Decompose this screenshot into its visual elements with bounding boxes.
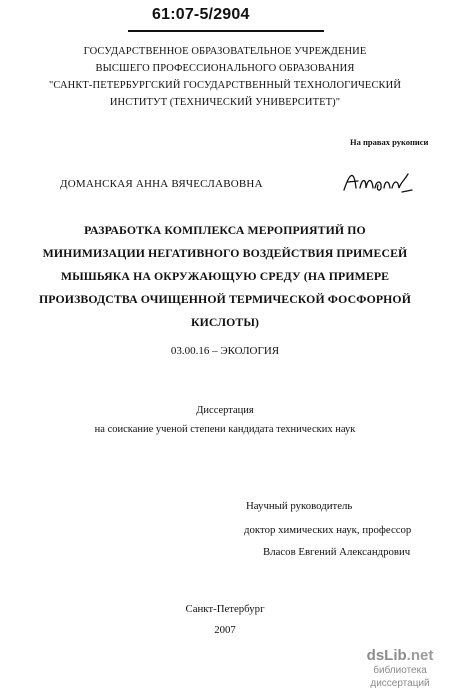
manuscript-rights-note: На правах рукописи [350, 137, 429, 147]
author-name: ДОМАНСКАЯ АННА ВЯЧЕСЛАВОВНА [60, 178, 263, 190]
year: 2007 [214, 624, 236, 636]
institution-line-3: "САНКТ-ПЕТЕРБУРГСКИЙ ГОСУДАРСТВЕННЫЙ ТЕХНОЛОГИЧЕСКИЙ [48, 80, 402, 91]
title-line-3: МЫШЬЯКА НА ОКРУЖАЮЩУЮ СРЕДУ (НА ПРИМЕРЕ [60, 269, 390, 283]
watermark-logo [350, 648, 450, 690]
supervisor-role: Научный руководитель [246, 500, 353, 512]
dissertation-title [0, 219, 450, 334]
institution-line-2: ВЫСШЕГО ПРОФЕССИОНАЛЬНОГО ОБРАЗОВАНИЯ [95, 63, 355, 74]
supervisor-degree: доктор химических наук, профессор [244, 524, 412, 536]
specialty-code: 03.00.16 – ЭКОЛОГИЯ [170, 345, 280, 357]
watermark-tld: .net [406, 647, 434, 664]
handwritten-signature [342, 168, 414, 196]
title-line-4: ПРОИЗВОДСТВА ОЧИЩЕННОЙ ТЕРМИЧЕСКОЙ ФОСФОРНОЙ [39, 292, 411, 306]
document-type: Диссертация [196, 405, 254, 416]
stamp-underline [128, 30, 324, 32]
title-line-1: РАЗРАБОТКА КОМПЛЕКСА МЕРОПРИЯТИЙ ПО [84, 223, 366, 237]
watermark-site [350, 648, 450, 664]
institution-line-4: ИНСТИТУТ (ТЕХНИЧЕСКИЙ УНИВЕРСИТЕТ)" [109, 97, 341, 108]
watermark-name: dsLib [366, 647, 407, 664]
watermark-tagline: библиотека диссертаций [370, 665, 430, 689]
archive-stamp-number: 61:07-5/2904 [152, 6, 250, 23]
title-line-2: МИНИМИЗАЦИИ НЕГАТИВНОГО ВОЗДЕЙСТВИЯ ПРИМЕСЕЙ [42, 246, 408, 260]
supervisor-name: Власов Евгений Александрович [263, 546, 411, 558]
degree-purpose: на соискание ученой степени кандидата технических наук [94, 424, 356, 435]
institution-line-1: ГОСУДАРСТВЕННОЕ ОБРАЗОВАТЕЛЬНОЕ УЧРЕЖДЕНИЕ [83, 46, 367, 57]
city: Санкт-Петербург [185, 603, 265, 615]
title-line-5: КИСЛОТЫ) [190, 315, 260, 329]
